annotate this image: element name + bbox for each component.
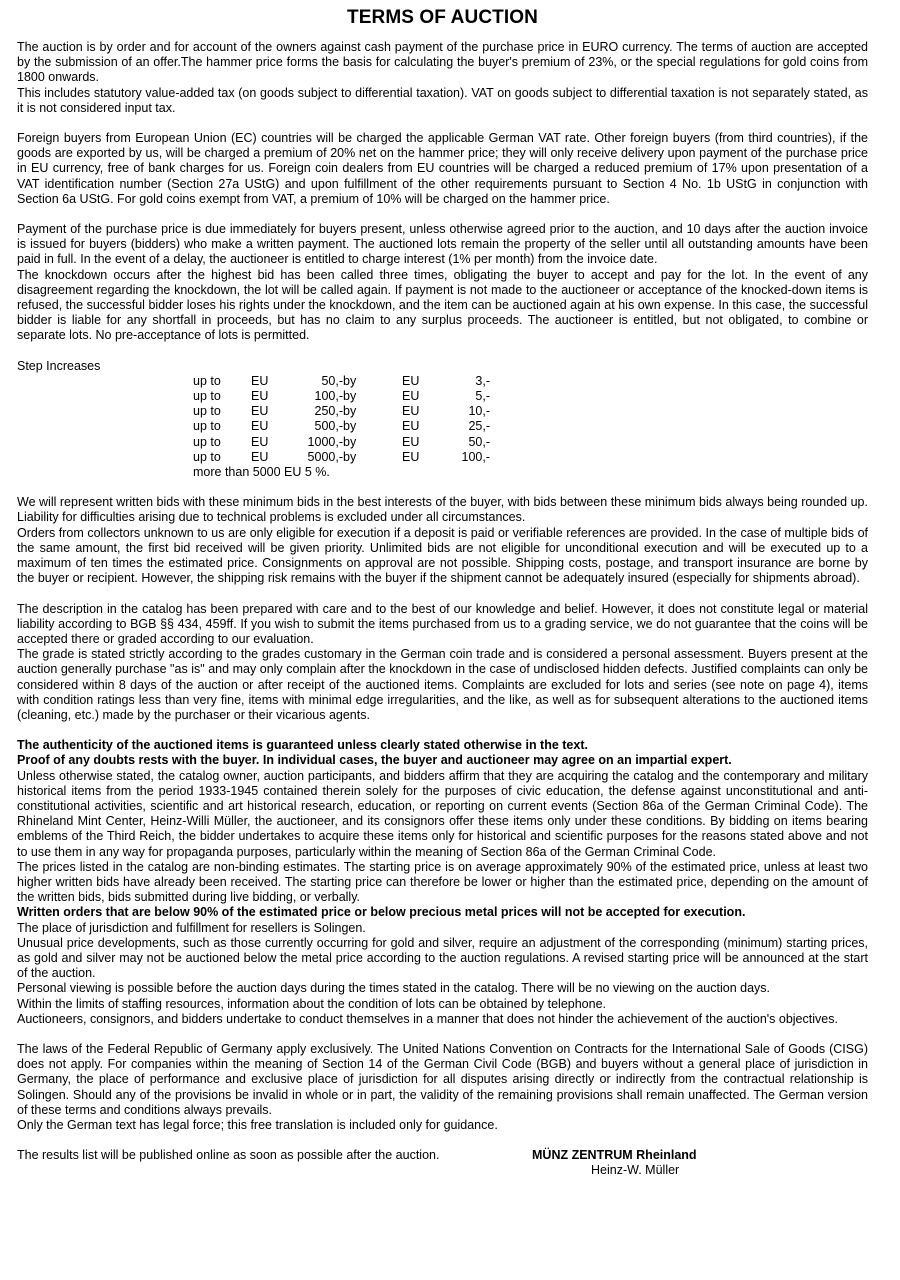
step-currency: EU: [251, 389, 269, 404]
paragraph: The laws of the Federal Republic of Germany apply exclusively. The United Nations Convention on Contracts for the International Sale of Goods (CISG) does not apply. For companies within the meaning of Section 14 of the German Civil Code (BGB) and buyers without a general place of jurisdiction in Germany, the place of performance and exclusive place of jurisdiction for all disputes arising directly or indirectly from the contractual relationship is Solingen. Should any of the provisions be invalid in whole or in part, the validity of the remaining provisions shall remain unaffected. The German version of these terms and conditions always prevails.: [17, 1041, 868, 1117]
step-amount: 1000,-: [307, 434, 343, 449]
step-upto-label: up to: [193, 419, 221, 434]
step-amount: 100,-: [314, 389, 343, 404]
section-applicable-law: [17, 1042, 868, 1133]
paragraph: Only the German text has legal force; this free translation is included only for guidance.: [17, 1118, 498, 1132]
step-amount: 5000,-: [307, 449, 343, 464]
step-increases-more: more than 5000 EU 5 %.: [193, 465, 330, 480]
step-row: [193, 450, 490, 465]
step-increment: 50,-: [468, 434, 490, 449]
step-amount: 250,-: [314, 404, 343, 419]
step-increases-table: [193, 374, 490, 465]
paragraph: Foreign buyers from European Union (EC) countries will be charged the applicable German VAT rate. Other foreign buyers (from third countries), if the goods are exported by us, will be charged a premium of 20% net on the hammer price; they will only receive delivery upon payment of the purchase price in EU currency, free of bank charges for us. Foreign coin dealers from EU countries will be charged a reduced premium of 17% upon presentation of a VAT identification number (Section 27a UStG) and upon fulfillment of the other requirements pursuant to Section 4 No. 1b UStG in conjunction with Section 6a UStG. For gold coins exempt from VAT, a premium of 10% will be charged on the hammer price.: [17, 131, 868, 206]
paragraph: The prices listed in the catalog are non-binding estimates. The starting price is on average approximately 90% of the estimated price, unless at least two higher written bids have already been received. The starting price can therefore be lower or higher than the estimated price, depending on the amount of the written bids, bids submitted during live bidding, or verbally.: [17, 859, 868, 905]
paragraph: Within the limits of staffing resources, information about the condition of lots can be obtained by telephone.: [17, 996, 607, 1011]
company-name: MÜNZ ZENTRUM Rheinland: [532, 1148, 697, 1163]
paragraph: Personal viewing is possible before the auction days during the times stated in the catalog. There will be no viewing on the auction days.: [17, 981, 770, 996]
footer: [17, 1148, 868, 1182]
authenticity-statement: The authenticity of the auctioned items is guaranteed unless clearly stated otherwise in the text.: [17, 738, 588, 753]
paragraph: The grade is stated strictly according to the grades customary in the German coin trade and is considered a personal assessment. Buyers present at the auction generally purchase "as is" and may only complain after the knockdown in the case of undisclosed hidden defects. Justified complaints can only be considered within 8 days of the auction or after receipt of the auctioned items. Complaints are excluded for lots and series (see note on page 4), items with condition ratings less than very fine, items with minimal edge irregularities, and the like, as well as for subsequent alterations to the auctioned items (cleaning, etc.) made by the purchaser or their vicarious agents.: [17, 647, 868, 722]
step-currency: EU: [251, 404, 269, 419]
step-increment-currency: EU: [402, 404, 420, 419]
paragraph: Orders from collectors unknown to us are only eligible for execution if a deposit is paid or verifiable references are provided. In the case of multiple bids of the same amount, the first bid received will be given priority. Unlimited bids are not eligible for unconditional execution and will be executed up to a maximum of ten times the estimated price. Consignments on approval are not possible. Shipping costs, postage, and transport insurance are borne by the buyer or recipient. However, the shipping risk remains with the buyer if the shipment cannot be adequately insured (especially for shipments abroad).: [17, 525, 868, 586]
section-payment: [17, 222, 868, 344]
step-increment: 25,-: [468, 419, 490, 434]
paragraph: The description in the catalog has been prepared with care and to the best of our knowledge and belief. However, it does not constitute legal or material liability according to BGB §§ 434, 459ff. If you wish to submit the items purchased from us to a grading service, we do not guarantee that the coins will be accepted there or graded according to our evaluation.: [17, 601, 868, 646]
section-pricing: [17, 40, 868, 116]
step-row: [193, 389, 490, 404]
step-row: [193, 435, 490, 450]
step-increment: 10,-: [468, 404, 490, 419]
step-increment-currency: EU: [402, 373, 420, 388]
step-by-label: by: [343, 449, 357, 464]
section-descriptions: [17, 602, 868, 724]
step-amount: 500,-: [314, 419, 343, 434]
step-increment: 5,-: [475, 389, 490, 404]
step-increment-currency: EU: [402, 389, 420, 404]
paragraph: The place of jurisdiction and fulfillment for resellers is Solingen.: [17, 920, 366, 935]
step-currency: EU: [251, 419, 269, 434]
step-currency: EU: [251, 373, 269, 388]
signer-name: Heinz-W. Müller: [591, 1163, 680, 1178]
step-by-label: by: [343, 434, 357, 449]
step-increases-label: Step Increases: [17, 358, 101, 373]
paragraph: Payment of the purchase price is due immediately for buyers present, unless otherwise agreed prior to the auction, and 10 days after the auction invoice is issued for buyers (bidders) who make a written payment. The auctioned lots remain the property of the seller until all outstanding amounts have been paid in full. In the event of a delay, the auctioneer is entitled to charge interest (1% per month) from the invoice date.: [17, 222, 868, 267]
step-row: [193, 374, 490, 389]
paragraph: Unusual price developments, such as those currently occurring for gold and silver, require an adjustment of the corresponding (minimum) starting prices, as gold and silver may not be auctioned below the metal price according to the auction regulations. A revised starting price will be announced at the start of the auction.: [17, 935, 868, 981]
section-foreign-buyers: [17, 131, 868, 207]
step-upto-label: up to: [193, 373, 221, 388]
step-upto-label: up to: [193, 434, 221, 449]
paragraph: The auction is by order and for account of the owners against cash payment of the purchase price in EURO currency. The terms of auction are accepted by the submission of an offer.The hammer price forms the basis for calculating the buyer's premium of 23%, or the special regulations for gold coins from 1800 onwards.: [17, 40, 868, 85]
step-by-label: by: [343, 389, 357, 404]
step-by-label: by: [343, 404, 357, 419]
section-authenticity: [17, 738, 868, 1027]
step-increment: 3,-: [475, 373, 490, 388]
section-step-increases: [17, 359, 868, 481]
proof-statement: Proof of any doubts rests with the buyer. In individual cases, the buyer and auctioneer may agree on an impartial expert.: [17, 753, 732, 768]
step-increment-currency: EU: [402, 419, 420, 434]
step-by-label: by: [343, 419, 357, 434]
results-note: The results list will be published online as soon as possible after the auction.: [17, 1148, 440, 1163]
page-title: TERMS OF AUCTION: [347, 7, 538, 28]
step-increment: 100,-: [461, 449, 490, 464]
step-increment-currency: EU: [402, 449, 420, 464]
section-written-bids: [17, 495, 868, 586]
step-by-label: by: [343, 373, 357, 388]
paragraph: Auctioneers, consignors, and bidders undertake to conduct themselves in a manner that does not hinder the achievement of the auction's objectives.: [17, 1011, 838, 1026]
step-upto-label: up to: [193, 404, 221, 419]
step-currency: EU: [251, 434, 269, 449]
paragraph: We will represent written bids with these minimum bids in the best interests of the buyer, with bids between these minimum bids always being rounded up. Liability for difficulties arising due to technical problems is excluded under all circumstances.: [17, 495, 868, 525]
step-currency: EU: [251, 449, 269, 464]
terms-document: [17, 6, 868, 1182]
step-amount: 50,-: [321, 373, 343, 388]
step-upto-label: up to: [193, 389, 221, 404]
step-row: [193, 419, 490, 434]
step-increment-currency: EU: [402, 434, 420, 449]
step-upto-label: up to: [193, 449, 221, 464]
written-orders-statement: Written orders that are below 90% of the estimated price or below precious metal prices will not be accepted for execution.: [17, 905, 746, 920]
paragraph: This includes statutory value-added tax (on goods subject to differential taxation). VAT on goods subject to differential taxation is not separately stated, as it is not considered input tax.: [17, 85, 868, 115]
paragraph: The knockdown occurs after the highest bid has been called three times, obligating the buyer to accept and pay for the lot. In the event of any disagreement regarding the knockdown, the lot will be called again. If payment is not made to the auctioneer or acceptance of the knocked-down items is refused, the successful bidder loses his rights under the knockdown, and the item can be auctioned again at his own expense. In this case, the successful bidder is liable for any shortfall in proceeds, but has no claim to any surplus proceeds. The auctioneer is entitled, but not obligated, to combine or separate lots. No pre-acceptance of lots is permitted.: [17, 267, 868, 343]
paragraph: Unless otherwise stated, the catalog owner, auction participants, and bidders affirm that they are acquiring the catalog and the contemporary and military historical items from the period 1933-1945 contained therein solely for the purposes of civic education, the defense against unconstitutional and anti-constitutional activities, scientific and art historical research, education, or reporting on current events (Section 86a of the German Criminal Code). The Rhineland Mint Center, Heinz-Willi Müller, the auctioneer, and its consignors offer these items only under these conditions. By bidding on items bearing emblems of the Third Reich, the bidder undertakes to acquire these items only for historical and scientific purposes for the reasons stated above and not to use them in any way for propaganda purposes, particularly within the meaning of Section 86a of the German Criminal Code.: [17, 768, 868, 859]
step-row: [193, 404, 490, 419]
